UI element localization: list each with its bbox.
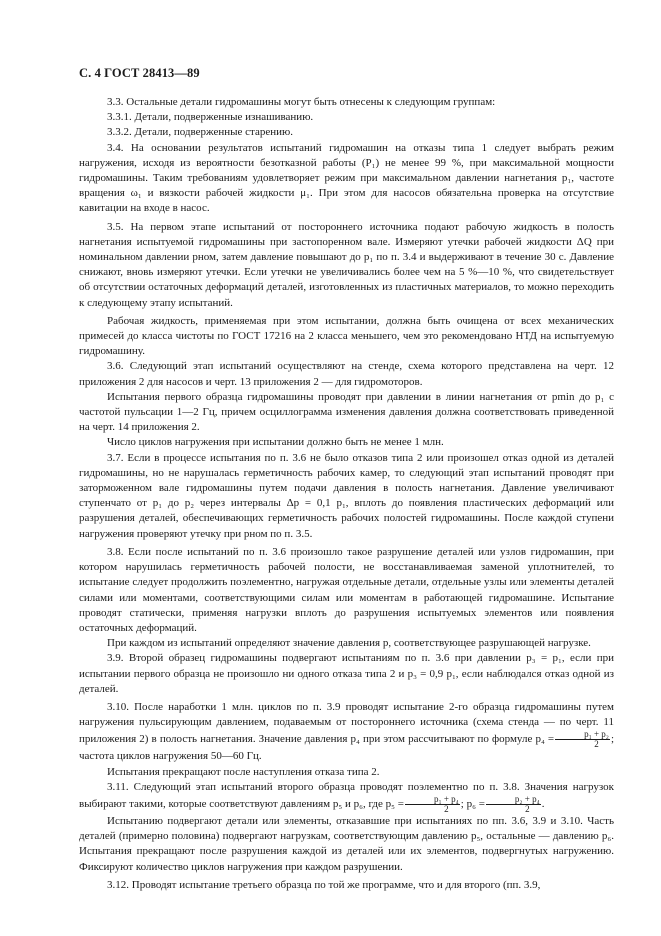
formula-p5-numerator: p₁ + p₄ — [405, 795, 460, 805]
paragraph-3-3-1: 3.3.1. Детали, подверженные изнашиванию. — [107, 111, 314, 124]
paragraph-cycle-count: Число циклов нагружения при испытании должно быть не менее 1 млн. — [107, 436, 444, 449]
paragraph-3-3-2: 3.3.2. Детали, подверженные старению. — [107, 126, 293, 139]
paragraph-3-11-text: 3.11. Следующий этап испытаний второго образца проводят поэлементно по п. 3.8. Значения нагрузок выбирают такими, которые соответствуют давлениям p₅ и p₆, где — [79, 780, 614, 810]
paragraph-3-5: 3.5. На первом этапе испытаний от постороннего источника подают рабочую жидкость в полость нагнетания испытуемой гидромашины при застопоренном вале. Измеряют утечки рабочей жидкости ΔQ при номинальном давлении pном, затем давление повышают до p₁ по п. 3.4 и выдерживают в течение 30 с. Давление снижают, вновь измеряют утечки. Если утечки не увеличивались более чем на 5 %—10 %, что свидетельствует об отсутствии остаточных деформаций деталей, изготовленных из пластичных материалов, то можно переходить к следующему этапу испытаний. — [79, 220, 614, 309]
paragraph-3-8: 3.8. Если после испытаний по п. 3.6 произошло такое разрушение деталей или узлов гидромашин, при котором нарушилась герметичность рабочей полости, не восстанавливаемая заменой уплотнителей, то испытание следует продолжить поэлементно, нагружая отдельные детали, отдельные узлы или элементы деталей силами или моментами, соответствующими силам или моментам в работающей гидромашине. Испытание проводят статически, применяя нагрузки вплоть до разрушения испытуемых элементов или появления остаточных деформаций. — [79, 545, 614, 634]
formula-p4-numerator: p₁ + p₂ — [555, 730, 610, 740]
paragraph-3-4: 3.4. На основании результатов испытаний гидромашин на отказы типа 1 следует выбрать режим нагружения, исходя из вероятности безотказной работы (P₁) не менее 99 %, при максимальной мощности гидромашины. Таким требованиям удовлетворяет режим при максимальном давлении нагнетания p₁, частоте вращения ω₁ и вязкости рабочей жидкости μ₁. При этом для насосов обязательна проверка на отсутствие кавитации на входе в насос. — [79, 141, 614, 215]
paragraph-3-12: 3.12. Проводят испытание третьего образца по той же программе, что и для второго (пп. 3.9, — [107, 878, 541, 891]
formula-p6-lhs: ; p₆ = — [460, 797, 485, 810]
paragraph-3-3: 3.3. Остальные детали гидромашины могут быть отнесены к следующим группам: — [107, 96, 496, 108]
paragraph-element-testing: Испытанию подвергают детали или элементы, отказавшие при испытаниях по пп. 3.6, 3.9 и 3.10. Часть деталей (примерно половина) подвергают нагрузкам, соответствующим давлению p₅, остальные — давлению p₆. Испытания прекращают после разрушения каждой из деталей или их элементов, подвергнутых нагружению. Фиксируют количество циклов нагружения при каждом разрушении. — [79, 814, 614, 873]
formula-p6-tail: . — [541, 797, 545, 810]
formula-p4-tail: ; частота циклов нагружения 50—60 Гц. — [79, 733, 614, 763]
formula-p4-lhs: p₄ = — [535, 733, 555, 746]
paragraph-3-10 — [79, 700, 614, 765]
formula-p4-fraction — [555, 730, 610, 749]
document-body — [79, 95, 614, 893]
formula-p6-denominator: 2 — [525, 803, 530, 814]
paragraph-first-sample: Испытания первого образца гидромашины проводят при давлении в линии нагнетания от pmin до p₁ с частотой пульсации 1—2 Гц, причем осциллограмма изменения давления должна соответствовать приведенной на черт. 14 приложения 2. — [79, 390, 614, 434]
formula-p5-fraction — [405, 795, 460, 814]
paragraph-3-10-text: 3.10. После наработки 1 млн. циклов по п. 3.9 проводят испытание 2-го образца гидромашины путем нагружения пульсирующим давлением, подаваемым от постороннего источника (схема стенда — по черт. 11 приложения 2) в полость нагнетания. Значение давления p₄ при этом рассчитывают по формуле — [79, 700, 614, 746]
paragraph-breaking-pressure: При каждом из испытаний определяют значение давления p, соответствующее разрушающей нагрузке. — [107, 637, 591, 650]
paragraph-3-9: 3.9. Второй образец гидромашины подвергают испытаниям по п. 3.6 при давлении p₃ = p₁, если при испытании первого образца не произошло ни одного отказа типа 2 и p₃ = 0,9 p₁, если наблюдался отказ одной из деталей. — [79, 652, 614, 695]
paragraph-stop-condition: Испытания прекращают после наступления отказа типа 2. — [107, 765, 380, 778]
page-header: С. 4 ГОСТ 28413—89 — [79, 66, 200, 80]
paragraph-3-6: 3.6. Следующий этап испытаний осуществляют на стенде, схема которого представлена на черт. 12 приложения 2 для насосов и черт. 13 приложения 2 — для гидромоторов. — [79, 360, 614, 388]
formula-p6-fraction — [486, 795, 541, 814]
formula-p5-denominator: 2 — [444, 803, 449, 814]
formula-p6-numerator: p₂ + p₄ — [486, 795, 541, 805]
paragraph-3-11 — [79, 780, 614, 814]
formula-p5-lhs: p₅ = — [385, 797, 404, 810]
paragraph-3-7: 3.7. Если в процессе испытания по п. 3.6 не было отказов типа 2 или произошел отказ одной из деталей гидромашины, но не нарушалась герметичность рабочих камер, то следующий этап испытаний проводят при заторможенном вале гидромашины путем подачи давления в полость нагнетания. Давление увеличивают ступенчато от p₁ до p₂ через интервалы Δp = 0,1 p₁, вплоть до появления пластических деформаций или разрушения деталей, обеспечивающих герметичность рабочих полостей гидромашины. После каждой ступени нагружения проверяют утечку при pном по п. 3.5. — [79, 451, 614, 540]
paragraph-working-fluid: Рабочая жидкость, применяемая при этом испытании, должна быть очищена от всех механических примесей до класса чистоты по ГОСТ 17216 на 2 класса меньшего, чем это рекомендовано НТД на испытуемую гидромашину. — [79, 314, 614, 358]
formula-p4-denominator: 2 — [594, 739, 599, 750]
